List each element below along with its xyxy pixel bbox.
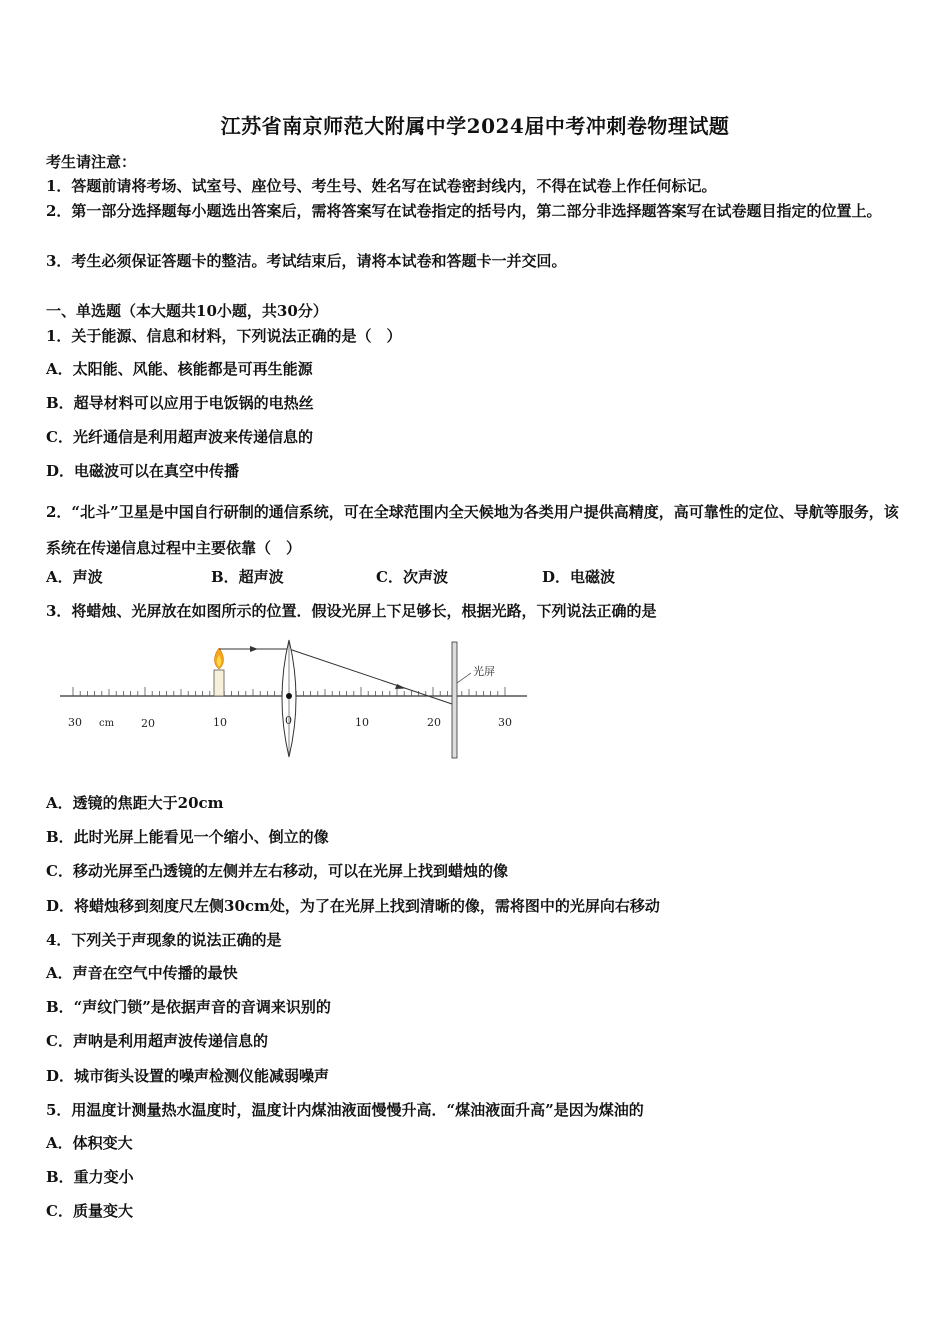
q4-option-a[interactable]: A．声音在空气中传播的最快 [46,964,238,982]
unit-label: cm [99,718,115,729]
q4-option-c[interactable]: C．声呐是利用超声波传递信息的 [46,1032,268,1050]
tick-label: 30 [498,716,512,729]
tick-label: 10 [355,716,369,729]
tick-label: 0 [285,714,292,727]
q2-option-c[interactable]: C．次声波 [376,568,448,586]
q2-option-d[interactable]: D．电磁波 [542,568,616,586]
q2-option-a[interactable]: A．声波 [46,568,103,586]
q4-option-d[interactable]: D．城市街头设置的噪声检测仪能减弱噪声 [46,1067,330,1085]
candle [214,670,224,696]
notice-item-2: 2．第一部分选择题每小题选出答案后，需将答案写在试卷指定的括号内，第二部分非选择题答案写在试卷题目指定的位置上。 [46,202,882,220]
notice-item-3: 3．考生必须保证答题卡的整洁。考试结束后，请将本试卷和答题卡一并交回。 [46,252,567,270]
tick-label: 10 [213,716,227,729]
notice-item-1: 1．答题前请将考场、试室号、座位号、考生号、姓名写在试卷密封线内，不得在试卷上作任何标记。 [46,177,717,195]
q1-option-c[interactable]: C．光纤通信是利用超声波来传递信息的 [46,428,313,446]
q3-option-b[interactable]: B．此时光屏上能看见一个缩小、倒立的像 [46,828,329,846]
q2-stem: 2．“北斗”卫星是中国自行研制的通信系统，可在全球范围内全天候地为各类用户提供高精度，高可靠性的定位、导航等服务，该系统在传递信息过程中主要依靠（ ） [46,503,899,557]
q3-option-d[interactable]: D．将蜡烛移到刻度尺左侧30cm处，为了在光屏上找到清晰的像，需将图中的光屏向右移动 [46,897,660,915]
tick-label: 30 [68,716,82,729]
screen-label: 光屏 [473,665,495,678]
q4-stem: 4．下列关于声现象的说法正确的是 [46,931,282,949]
q2-option-b[interactable]: B．超声波 [211,568,284,586]
q5-option-b[interactable]: B．重力变小 [46,1168,134,1186]
q3-stem: 3．将蜡烛、光屏放在如图所示的位置．假设光屏上下足够长，根据光路，下列说法正确的是 [46,602,657,620]
q1-option-b[interactable]: B．超导材料可以应用于电饭锅的电热丝 [46,394,314,412]
q5-stem: 5．用温度计测量热水温度时，温度计内煤油液面慢慢升高．“煤油液面升高”是因为煤油的 [46,1101,644,1119]
q1-option-d[interactable]: D．电磁波可以在真空中传播 [46,462,240,480]
q4-option-b[interactable]: B．“声纹门锁”是依据声音的音调来识别的 [46,998,331,1016]
light-screen [452,642,457,758]
q3-option-a[interactable]: A．透镜的焦距大于20cm [46,794,224,812]
q1-stem: 1．关于能源、信息和材料，下列说法正确的是（ ） [46,327,402,345]
tick-label: 20 [141,717,155,730]
q5-option-a[interactable]: A．体积变大 [46,1134,133,1152]
tick-label: 20 [427,716,441,729]
optics-bench-figure [55,638,535,763]
section-heading: 一、单选题（本大题共10小题，共30分） [46,302,328,320]
notice-heading: 考生请注意： [46,153,137,171]
q1-option-a[interactable]: A．太阳能、风能、核能都是可再生能源 [46,360,313,378]
q3-option-c[interactable]: C．移动光屏至凸透镜的左侧并左右移动，可以在光屏上找到蜡烛的像 [46,862,508,880]
page-title: 江苏省南京师范大附属中学2024届中考冲刺卷物理试题 [220,114,730,138]
q5-option-c[interactable]: C．质量变大 [46,1202,133,1220]
